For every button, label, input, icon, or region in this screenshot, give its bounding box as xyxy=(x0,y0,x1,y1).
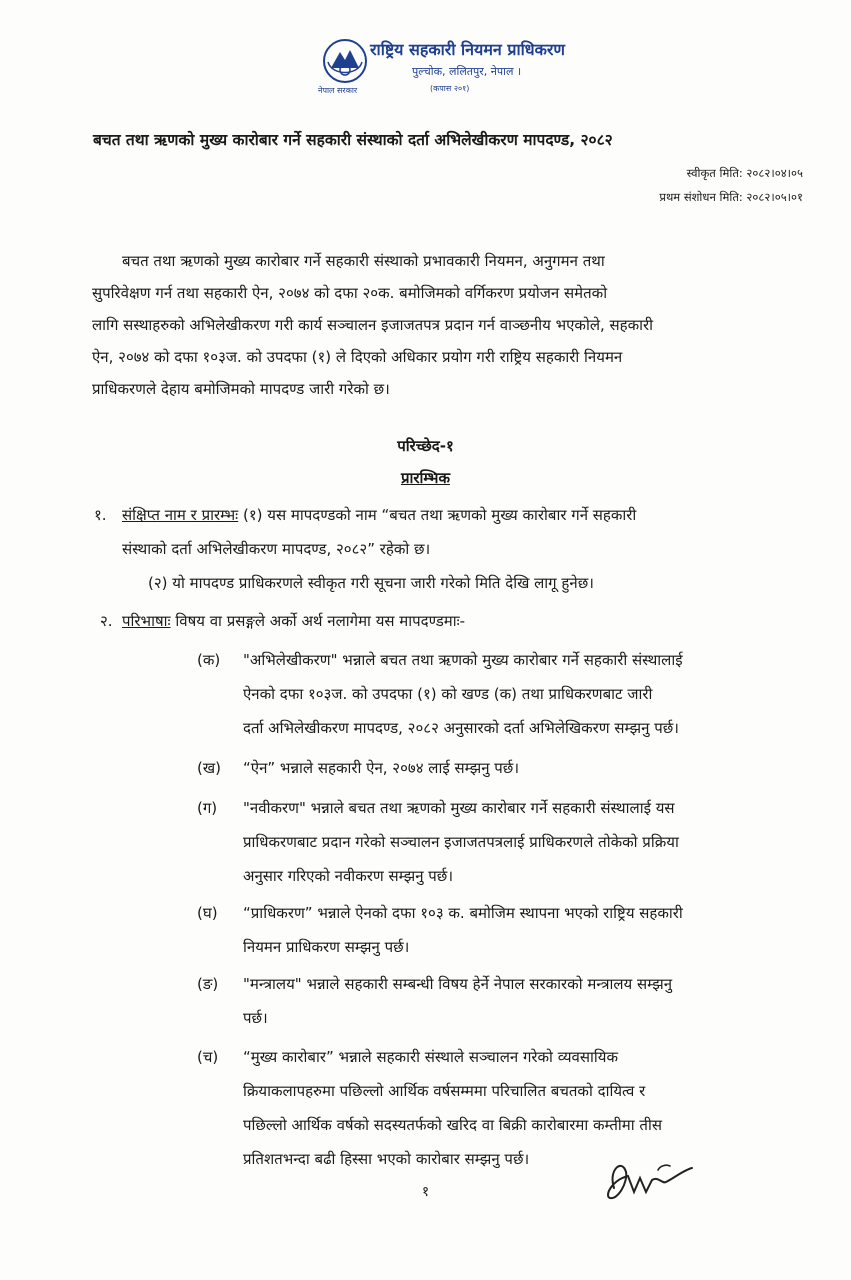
definition-marker: (घ) xyxy=(197,904,218,922)
definition-line: "अभिलेखीकरण" भन्नाले बचत तथा ऋणको मुख्य कारोबार गर्ने सहकारी संस्थालाई xyxy=(243,651,683,669)
chapter-heading xyxy=(0,468,851,488)
definition-line: पछिल्लो आर्थिक वर्षको सदस्यतर्फको खरिद वा बिक्री कारोबारमा कम्तीमा तीस xyxy=(243,1116,663,1134)
definition-marker: (ङ) xyxy=(197,975,219,993)
emblem-icon xyxy=(322,38,368,84)
page-number: १ xyxy=(421,1184,430,1200)
chapter-number: परिच्छेद-१ xyxy=(397,437,454,455)
section-1-heading: संक्षिप्त नाम र प्रारम्भः xyxy=(122,506,239,524)
definition-line: "नवीकरण" भन्नाले बचत तथा ऋणको मुख्य कारोबार गर्ने सहकारी संस्थालाई यस xyxy=(243,799,675,817)
section-1-text: (१) यस मापदण्डको नाम “बचत तथा ऋणको मुख्य कारोबार गर्ने सहकारी xyxy=(242,506,637,524)
chapter-title: प्रारम्भिक xyxy=(400,469,450,487)
document-title: बचत तथा ऋणको मुख्य कारोबार गर्ने सहकारी संस्थाको दर्ता अभिलेखीकरण मापदण्ड, २०८२ xyxy=(93,131,613,149)
org-name: राष्ट्रिय सहकारी नियमन प्राधिकरण xyxy=(370,40,565,59)
definition-line: "मन्त्रालय" भन्नाले सहकारी सम्बन्धी विषय हेर्ने नेपाल सरकारको मन्त्रालय सम्झनु xyxy=(243,975,673,993)
intro-line: प्राधिकरणले देहाय बमोजिमको मापदण्ड जारी गरेको छ। xyxy=(92,380,390,398)
definition-line: नियमन प्राधिकरण सम्झनु पर्छ। xyxy=(243,938,410,956)
section-1-number: १. xyxy=(94,506,107,524)
definition-line: प्रतिशतभन्दा बढी हिस्सा भएको कारोबार सम्झनु पर्छ। xyxy=(243,1150,530,1168)
approved-date: स्वीकृत मिति: २०८२।०४।०५ xyxy=(686,166,803,180)
amendment-date: प्रथम संशोधन मिति: २०८२।०५।०१ xyxy=(659,190,803,204)
definition-marker: (ख) xyxy=(197,759,221,777)
section-2-heading: परिभाषाः xyxy=(122,612,171,630)
definition-line: “ऐन” भन्नाले सहकारी ऐन, २०७४ लाई सम्झनु पर्छ। xyxy=(243,759,520,777)
definition-marker: (च) xyxy=(197,1048,219,1066)
definition-line: “मुख्य कारोबार” भन्नाले सहकारी संस्थाले सञ्चालन गरेको व्यवसायिक xyxy=(243,1048,619,1066)
intro-line: बचत तथा ऋणको मुख्य कारोबार गर्ने सहकारी संस्थाको प्रभावकारी नियमन, अनुगमन तथा xyxy=(122,252,605,270)
definition-line: दर्ता अभिलेखीकरण मापदण्ड, २०८२ अनुसारको दर्ता अभिलेखिकरण सम्झनु पर्छ। xyxy=(243,719,679,737)
section-2-first-line xyxy=(122,605,465,637)
intro-line: लागि सस्थाहरुको अभिलेखीकरण गरी कार्य सञ्चालन इजाजतपत्र प्रदान गर्न वाञ्छनीय भएकोले, सहकारी xyxy=(92,316,654,334)
section-1-line: संस्थाको दर्ता अभिलेखीकरण मापदण्ड, २०८२” रहेको छ। xyxy=(122,540,431,558)
org-address: पुल्चोक, ललितपुर, नेपाल । xyxy=(412,65,522,78)
definition-line: “प्राधिकरण” भन्नाले ऐनको दफा १०३ क. बमोजिम स्थापना भएको राष्ट्रिय सहकारी xyxy=(243,904,683,922)
definition-line: पर्छ। xyxy=(243,1009,268,1027)
section-1-subsection: (२) यो मापदण्ड प्राधिकरणले स्वीकृत गरी सूचना जारी गरेको मिति देखि लागू हुनेछ। xyxy=(148,574,594,592)
section-2-number: २. xyxy=(100,612,113,630)
definition-line: प्राधिकरणबाट प्रदान गरेको सञ्चालन इजाजतपत्रलाई प्राधिकरणले तोकेको प्रक्रिया xyxy=(243,833,679,851)
definition-marker: (ग) xyxy=(197,799,218,817)
definition-line: अनुसार गरिएको नवीकरण सम्झनु पर्छ। xyxy=(243,867,454,885)
definition-line: ऐनको दफा १०३ज. को उपदफा (१) को खण्ड (क) तथा प्राधिकरणबाट जारी xyxy=(243,685,653,703)
section-2-text: विषय वा प्रसङ्गले अर्को अर्थ नलागेमा यस मापदण्डमाः- xyxy=(175,612,466,630)
org-code: (कपास २०१) xyxy=(430,84,470,93)
section-1-first-line xyxy=(122,499,636,531)
intro-line: ऐन, २०७४ को दफा १०३ज. को उपदफा (१) ले दिएको अधिकार प्रयोग गरी राष्ट्रिय सहकारी नियमन xyxy=(92,348,623,366)
intro-line: सुपरिवेक्षण गर्न तथा सहकारी ऐन, २०७४ को दफा २०क. बमोजिमको वर्गिकरण प्रयोजन समेतको xyxy=(92,284,608,302)
definition-marker: (क) xyxy=(197,651,221,669)
definition-line: क्रियाकलापहरुमा पछिल्लो आर्थिक वर्षसम्ममा परिचालित बचतको दायित्व र xyxy=(243,1082,646,1100)
gov-label: नेपाल सरकार xyxy=(318,86,358,95)
